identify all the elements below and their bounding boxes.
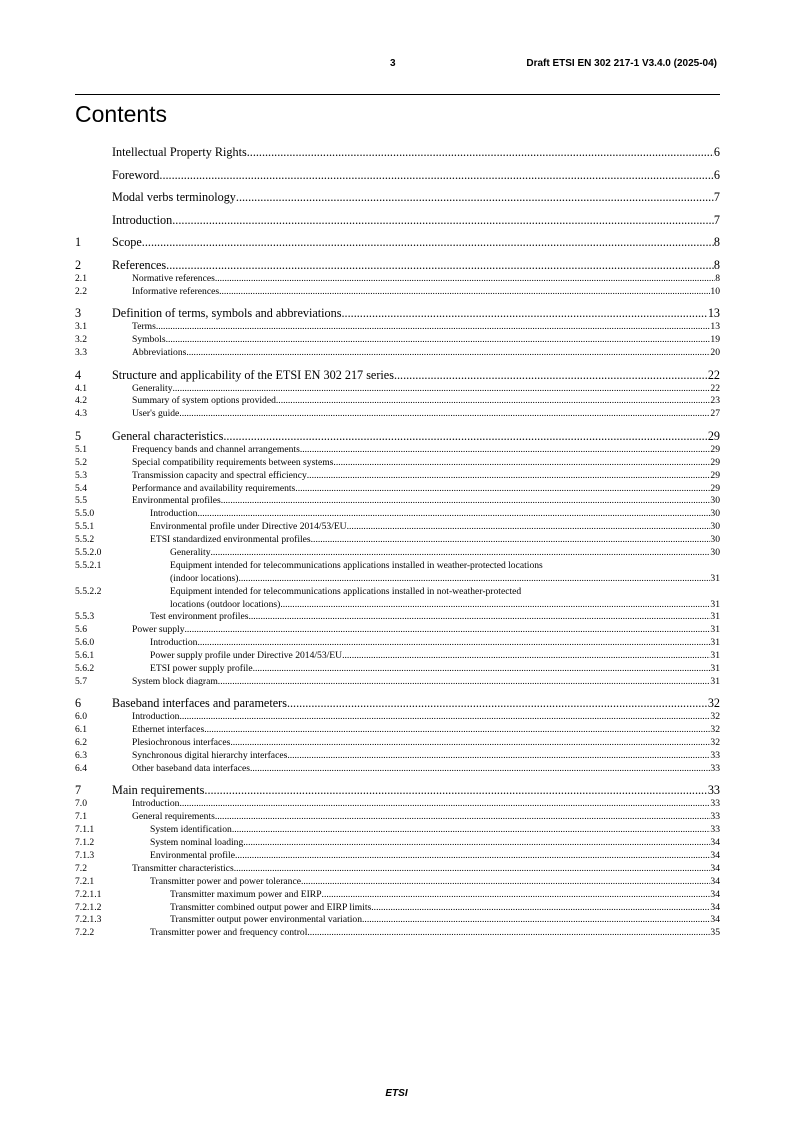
toc-entry[interactable] [75, 724, 720, 737]
footer-etsi: ETSI [385, 1088, 408, 1099]
toc-entry-number: 7.0 [75, 798, 87, 810]
toc-entry-number: 3.3 [75, 347, 87, 359]
toc-entry-title: Test environment profiles [150, 611, 249, 623]
toc-dot-leader [322, 889, 711, 902]
toc-dot-leader [166, 258, 714, 273]
toc-entry-title: Transmitter combined output power and EIRP limits [170, 901, 372, 913]
toc-entry-number: 5.6.1 [75, 650, 95, 662]
toc-entry-number: 6.4 [75, 762, 87, 774]
header-page-number: 3 [390, 58, 396, 69]
toc-entry[interactable] [75, 334, 720, 347]
toc-entry-number: 7.1.1 [75, 824, 95, 836]
toc-entry-page: 31 [710, 598, 720, 610]
toc-entry-page: 34 [710, 837, 720, 849]
toc-dot-leader [333, 457, 710, 470]
toc-dot-leader [276, 395, 711, 408]
toc-entry-number: 7 [75, 783, 82, 798]
toc-entry-page: 10 [710, 285, 720, 297]
header-document-id: Draft ETSI EN 302 217-1 V3.4.0 (2025-04) [526, 58, 717, 69]
toc-entry-page: 8 [715, 272, 720, 284]
toc-entry[interactable] [75, 534, 720, 547]
toc-entry[interactable] [75, 383, 720, 396]
toc-dot-leader [243, 837, 710, 850]
toc-entry-number: 5.5.2.2 [75, 585, 102, 597]
toc-entry-first-line[interactable] [75, 586, 720, 599]
toc-entry-title: Synchronous digital hierarchy interfaces [132, 750, 288, 762]
toc-entry-number: 3.1 [75, 321, 87, 333]
toc-entry-number: 4.3 [75, 408, 87, 420]
toc-entry-page: 31 [710, 663, 720, 674]
toc-entry-page: 29 [710, 443, 720, 455]
toc-entry-page: 30 [710, 508, 720, 520]
toc-entry-page: 7 [713, 212, 720, 227]
toc-entry[interactable] [75, 876, 720, 889]
toc-entry-title: Intellectual Property Rights [112, 145, 247, 159]
toc-entry-page: 33 [710, 762, 720, 774]
toc-entry[interactable] [75, 347, 720, 360]
toc-entry-page: 8 [713, 257, 720, 272]
toc-dot-leader [221, 495, 711, 508]
toc-entry-number: 5.5 [75, 495, 87, 507]
toc-entry-number: 5.3 [75, 469, 87, 481]
toc-entry-title: Transmitter output power environmental variation [170, 914, 363, 926]
toc-entry-page: 6 [713, 145, 720, 159]
toc-entry-page: 29 [707, 428, 720, 443]
toc-entry[interactable] [75, 273, 720, 286]
toc-dot-leader [280, 599, 710, 612]
toc-entry-page: 29 [710, 482, 720, 494]
toc-dot-leader [307, 927, 710, 940]
toc-entry[interactable] [75, 663, 720, 676]
toc-entry-number: 4 [75, 367, 82, 382]
toc-entry-number: 4.1 [75, 382, 87, 394]
toc-entry-page: 6 [713, 167, 720, 182]
toc-entry-title: Introduction [150, 508, 198, 520]
toc-entry-number: 5.5.2 [75, 534, 95, 546]
toc-entry[interactable] [75, 837, 720, 850]
toc-entry[interactable] [75, 783, 720, 798]
toc-entry-page: 30 [710, 546, 720, 558]
toc-entry[interactable] [75, 889, 720, 902]
toc-entry-number: 5.4 [75, 482, 87, 494]
toc-entry-page: 32 [707, 696, 720, 711]
toc-entry-page: 20 [710, 347, 720, 359]
toc-entry-page: 29 [710, 456, 720, 468]
toc-entry-number: 5.1 [75, 443, 87, 455]
toc-entry-number: 5.6.0 [75, 637, 95, 649]
toc-entry-number: 7.2.1.1 [75, 888, 102, 900]
toc-entry-title: Equipment intended for telecommunications applications installed in weather-protected locations [170, 559, 543, 571]
toc-entry-title: Generality [170, 546, 211, 558]
toc-dot-leader [204, 783, 707, 798]
toc-dot-leader [179, 408, 710, 421]
toc-entry-title: General characteristics [112, 428, 224, 443]
toc-entry-number: 7.1 [75, 811, 87, 823]
toc-entry[interactable] [75, 914, 720, 927]
toc-entry[interactable] [75, 235, 720, 250]
toc-dot-leader [173, 383, 711, 396]
toc-entry[interactable] [75, 306, 720, 321]
toc-entry-number: 5.6.2 [75, 663, 95, 674]
toc-entry-page: 34 [710, 914, 720, 926]
toc-dot-leader [219, 286, 710, 299]
toc-entry[interactable] [75, 676, 720, 689]
toc-entry-title: locations (outdoor locations) [170, 598, 281, 610]
toc-entry[interactable] [75, 611, 720, 624]
toc-dot-leader [215, 273, 715, 286]
toc-entry[interactable] [75, 711, 720, 724]
toc-entry[interactable] [75, 811, 720, 824]
toc-entry[interactable] [75, 213, 720, 228]
toc-entry[interactable] [75, 408, 720, 421]
toc-entry[interactable] [75, 444, 720, 457]
toc-dot-leader [204, 724, 710, 737]
toc-entry-title: Transmitter maximum power and EIRP [170, 888, 322, 900]
toc-entry-page: 19 [710, 334, 720, 346]
toc-entry-page: 33 [710, 750, 720, 762]
toc-entry[interactable] [75, 321, 720, 334]
toc-entry-number: 7.1.2 [75, 837, 95, 849]
toc-entry-page: 22 [707, 367, 720, 382]
toc-entry[interactable] [75, 396, 720, 409]
toc-entry-page: 34 [710, 875, 720, 887]
toc-entry[interactable] [75, 368, 720, 383]
toc-entry[interactable] [75, 902, 720, 915]
toc-entry-title: Normative references [132, 272, 215, 284]
toc-entry-number: 7.2.1 [75, 875, 95, 887]
toc-entry-page: 32 [710, 737, 720, 749]
toc-entry-number: 7.2.2 [75, 927, 95, 939]
toc-dot-leader [248, 611, 710, 624]
toc-entry-title: Introduction [132, 798, 180, 810]
toc-dot-leader [185, 624, 711, 637]
toc-entry[interactable] [75, 824, 720, 837]
toc-entry-title: Performance and availability requirements [132, 482, 296, 494]
toc-entry-number: 4.2 [75, 395, 87, 407]
toc-entry[interactable] [75, 470, 720, 483]
toc-entry-title: ETSI power supply profile [150, 663, 253, 674]
toc-entry[interactable] [75, 927, 720, 940]
toc-entry-title: Environmental profile [150, 849, 235, 861]
toc-entry-number: 7.2.1.2 [75, 901, 102, 913]
toc-dot-leader [159, 168, 714, 183]
toc-dot-leader [218, 676, 711, 689]
toc-entry-title: Scope [112, 235, 142, 250]
toc-entry-title: Definition of terms, symbols and abbreviations [112, 306, 342, 321]
toc-entry-title: Baseband interfaces and parameters [112, 696, 287, 711]
toc-entry-page: 33 [710, 811, 720, 823]
toc-entry-number: 5.6 [75, 624, 87, 636]
toc-entry-title: Plesiochronous interfaces [132, 737, 231, 749]
toc-entry-title: References [112, 257, 167, 272]
toc-entry[interactable] [75, 863, 720, 876]
toc-entry-page: 30 [710, 495, 720, 507]
toc-dot-leader [186, 347, 710, 360]
toc-entry[interactable] [75, 650, 720, 663]
toc-entry-title: Equipment intended for telecommunications applications installed in not-weather-protected [170, 585, 522, 597]
toc-entry-number: 7.1.3 [75, 849, 95, 861]
toc-entry-page: 35 [710, 927, 720, 939]
toc-dot-leader [232, 824, 711, 837]
toc-entry-number: 2.2 [75, 285, 87, 297]
toc-entry-page: 8 [713, 235, 720, 250]
toc-entry-number: 5.7 [75, 675, 87, 687]
toc-entry-title: (indoor locations) [170, 572, 239, 584]
table-of-contents [75, 145, 720, 940]
toc-entry-page: 32 [710, 711, 720, 723]
toc-dot-leader [234, 863, 711, 876]
toc-entry-page: 34 [710, 849, 720, 861]
toc-entry-page: 27 [710, 408, 720, 420]
toc-entry-first-line[interactable] [75, 560, 720, 573]
toc-entry-title: Environmental profiles [132, 495, 221, 507]
toc-entry-title: Terms [132, 321, 156, 333]
toc-entry-title: System identification [150, 824, 232, 836]
toc-entry-title: Other baseband data interfaces [132, 762, 250, 774]
toc-entry-number: 2 [75, 257, 82, 272]
toc-dot-leader [394, 368, 708, 383]
toc-dot-leader [215, 811, 711, 824]
toc-entry[interactable] [75, 547, 720, 560]
toc-dot-leader [230, 737, 710, 750]
toc-dot-leader [371, 902, 710, 915]
toc-entry-title: User's guide [132, 408, 180, 420]
toc-entry-number: 2.1 [75, 272, 87, 284]
toc-entry-title: System block diagram [132, 675, 218, 687]
toc-dot-leader [287, 696, 708, 711]
toc-entry-number: 5.5.2.1 [75, 559, 102, 571]
toc-entry-page: 34 [710, 901, 720, 913]
toc-dot-leader [247, 145, 714, 160]
toc-entry-title: Power supply [132, 624, 185, 636]
toc-entry-page: 31 [710, 611, 720, 623]
toc-entry-page: 31 [710, 675, 720, 687]
toc-entry[interactable] [75, 798, 720, 811]
toc-entry-title: Modal verbs terminology [112, 190, 236, 205]
toc-entry[interactable] [75, 258, 720, 273]
toc-entry-number: 6.2 [75, 737, 87, 749]
toc-entry-title: Power supply profile under Directive 2014/53/EU [150, 650, 343, 662]
toc-entry-page: 34 [710, 888, 720, 900]
toc-entry[interactable] [75, 637, 720, 650]
toc-entry-title: Symbols [132, 334, 166, 346]
toc-entry[interactable] [75, 750, 720, 763]
toc-entry-number: 6.0 [75, 711, 87, 723]
toc-entry-title: ETSI standardized environmental profiles [150, 534, 311, 546]
toc-dot-leader [179, 711, 710, 724]
toc-entry-page: 30 [710, 534, 720, 546]
toc-entry-number: 5.5.3 [75, 611, 95, 623]
toc-dot-leader [223, 429, 708, 444]
toc-entry-page: 33 [710, 798, 720, 810]
toc-entry-title: Generality [132, 382, 173, 394]
toc-entry-number: 7.2 [75, 862, 87, 874]
toc-dot-leader [197, 637, 710, 650]
toc-entry-page: 22 [710, 382, 720, 394]
toc-entry[interactable] [75, 624, 720, 637]
toc-entry-page: 33 [707, 783, 720, 798]
toc-dot-leader [197, 508, 710, 521]
toc-entry[interactable] [75, 737, 720, 750]
toc-entry-title: Main requirements [112, 783, 205, 798]
toc-entry-title: General requirements [132, 811, 215, 823]
toc-entry[interactable] [75, 190, 720, 205]
toc-dot-leader [172, 213, 714, 228]
toc-entry[interactable] [75, 573, 720, 586]
toc-entry-number: 7.2.1.3 [75, 914, 102, 926]
toc-entry-page: 23 [710, 395, 720, 407]
toc-entry-title: Transmitter characteristics [132, 862, 234, 874]
toc-entry-title: Transmitter power and frequency control [150, 927, 308, 939]
toc-dot-leader [295, 483, 710, 496]
toc-entry-page: 34 [710, 862, 720, 874]
toc-entry-number: 1 [75, 235, 82, 250]
toc-entry-page: 31 [710, 572, 720, 584]
toc-entry[interactable] [75, 508, 720, 521]
toc-entry-page: 31 [710, 624, 720, 636]
toc-entry-page: 7 [713, 190, 720, 205]
toc-entry[interactable] [75, 483, 720, 496]
toc-entry-page: 31 [710, 650, 720, 662]
toc-entry-title: Informative references [132, 285, 220, 297]
toc-dot-leader [362, 914, 710, 927]
toc-dot-leader [307, 470, 711, 483]
toc-dot-leader [347, 521, 711, 534]
toc-entry[interactable] [75, 145, 720, 160]
toc-entry-page: 13 [710, 321, 720, 333]
toc-entry-title: Ethernet interfaces [132, 724, 205, 736]
toc-dot-leader [300, 444, 711, 457]
toc-entry[interactable] [75, 168, 720, 183]
toc-entry-number: 5.5.0 [75, 508, 95, 520]
toc-dot-leader [236, 190, 714, 205]
toc-entry[interactable] [75, 495, 720, 508]
toc-entry-title: Introduction [132, 711, 180, 723]
toc-entry-title: Structure and applicability of the ETSI EN 302 217 series [112, 367, 394, 382]
toc-entry-number: 3.2 [75, 334, 87, 346]
toc-dot-leader [342, 650, 710, 663]
toc-entry[interactable] [75, 286, 720, 299]
toc-dot-leader [342, 306, 708, 321]
toc-entry-page: 29 [710, 469, 720, 481]
toc-dot-leader [311, 534, 711, 547]
toc-dot-leader [211, 547, 711, 560]
toc-entry-number: 5.5.2.0 [75, 546, 102, 558]
toc-dot-leader [235, 850, 710, 863]
toc-entry-number: 5 [75, 428, 82, 443]
toc-entry-number: 6.1 [75, 724, 87, 736]
toc-dot-leader [250, 763, 710, 776]
page-title: Contents [75, 101, 168, 127]
toc-entry-page: 31 [710, 637, 720, 649]
toc-dot-leader [253, 663, 711, 676]
toc-entry-title: System nominal loading [150, 837, 244, 849]
header-rule [75, 94, 720, 95]
toc-entry-number: 5.5.1 [75, 521, 95, 533]
toc-dot-leader [156, 321, 711, 334]
toc-entry-title: Introduction [150, 637, 198, 649]
toc-entry-page: 13 [707, 306, 720, 321]
toc-dot-leader [179, 798, 710, 811]
toc-entry-title: Summary of system options provided [132, 395, 276, 407]
toc-entry-title: Transmitter power and power tolerance [150, 875, 301, 887]
toc-dot-leader [238, 573, 710, 586]
toc-entry[interactable] [75, 429, 720, 444]
toc-entry-number: 6.3 [75, 750, 87, 762]
toc-entry[interactable] [75, 599, 720, 612]
toc-dot-leader [287, 750, 710, 763]
toc-entry-title: Special compatibility requirements between systems [132, 456, 334, 468]
toc-dot-leader [301, 876, 710, 889]
toc-entry[interactable] [75, 850, 720, 863]
toc-entry-title: Abbreviations [132, 347, 187, 359]
toc-entry[interactable] [75, 521, 720, 534]
toc-dot-leader [142, 235, 714, 250]
toc-entry-page: 32 [710, 724, 720, 736]
toc-entry-number: 6 [75, 696, 82, 711]
toc-entry-title: Introduction [112, 212, 173, 227]
toc-entry-page: 30 [710, 521, 720, 533]
toc-entry-title: Frequency bands and channel arrangements [132, 443, 300, 455]
toc-entry-title: Foreword [112, 167, 160, 182]
toc-entry-number: 3 [75, 306, 82, 321]
toc-entry-title: Transmission capacity and spectral efficiency [132, 469, 307, 481]
toc-entry[interactable] [75, 763, 720, 776]
toc-dot-leader [166, 334, 711, 347]
toc-entry-number: 5.2 [75, 456, 87, 468]
toc-entry[interactable] [75, 696, 720, 711]
toc-entry-page: 33 [710, 824, 720, 836]
toc-entry-title: Environmental profile under Directive 2014/53/EU [150, 521, 347, 533]
toc-entry[interactable] [75, 457, 720, 470]
